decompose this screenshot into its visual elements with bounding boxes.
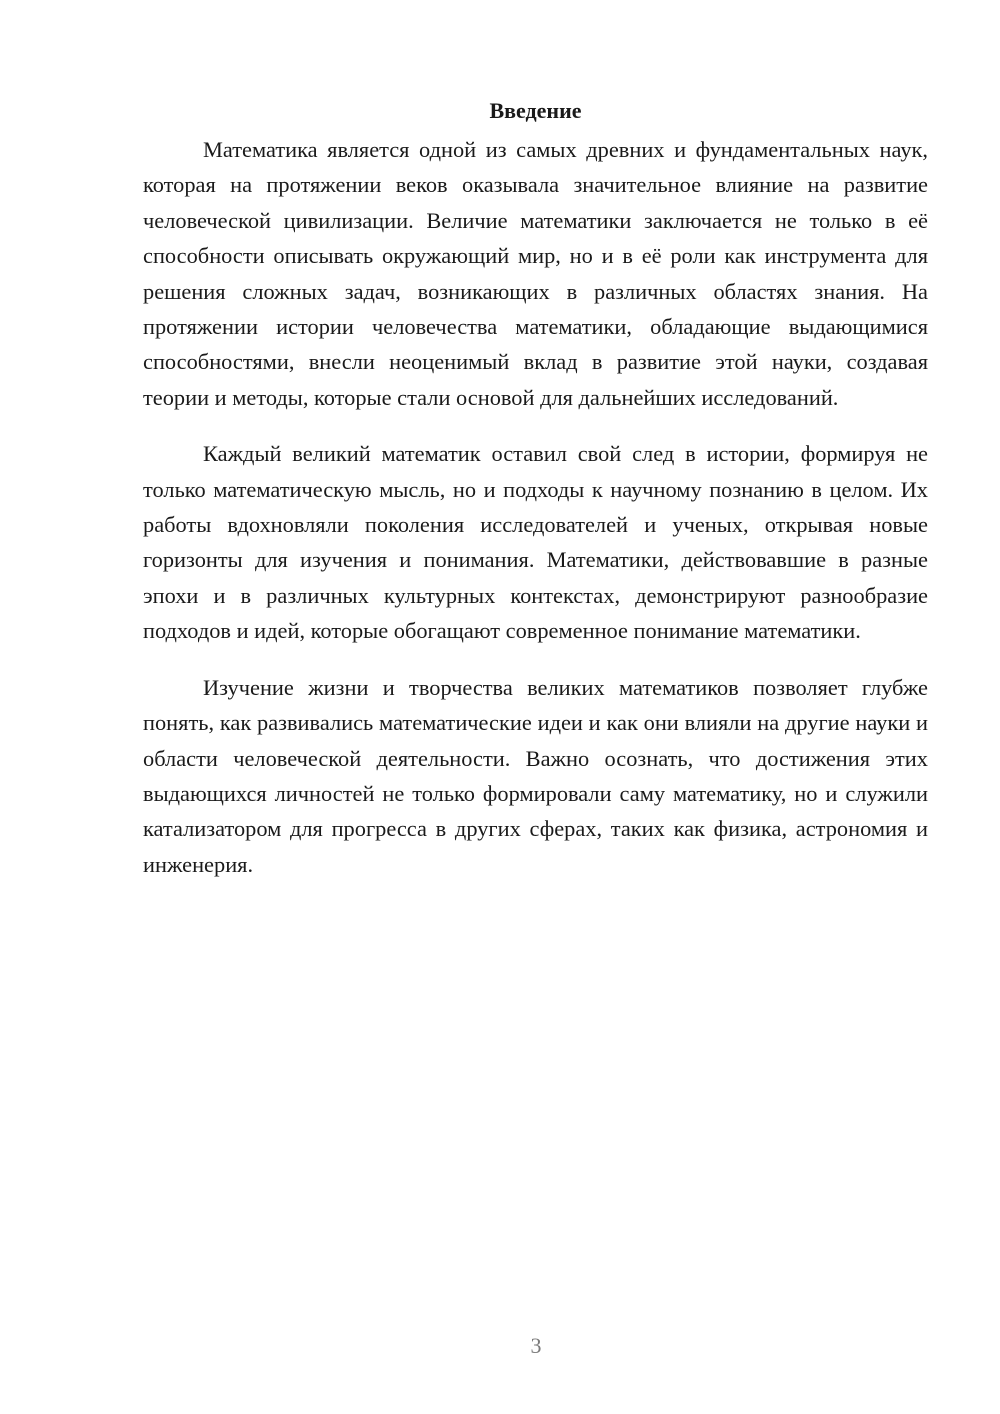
page-number: 3 [530,1333,542,1358]
paragraph-2: Каждый великий математик оставил свой след в истории, формируя не только математическую мысль, но и подходы к научному познанию в целом. Их работы вдохновляли поколения исследователей и ученых, открывая новые горизонты для изучения и понимания. Математики, действовавшие в разные эпохи и в различных культурных контекстах, демонстрируют разнообразие подходов и идей, которые обогащают современное понимание математики. [143,441,928,644]
paragraph-1: Математика является одной из самых древних и фундаментальных наук, которая на протяжении веков оказывала значительное влияние на развитие человеческой цивилизации. Величие математики заключается не только в её способности описывать окружающий мир, но и в её роли как инструмента для решения сложных задач, возникающих в различных областях знания. На протяжении истории человечества математики, обладающие выдающимися способностями, внесли неоценимый вклад в развитие этой науки, создавая теории и методы, которые стали основой для дальнейших исследований. [143,137,928,410]
paragraph-3: Изучение жизни и творчества великих математиков позволяет глубже понять, как развивались математические идеи и как они влияли на другие науки и области человеческой деятельности. Важно осознать, что достижения этих выдающихся личностей не только формировали саму математику, но и служили катализатором для прогресса в других сферах, таких как физика, астрономия и инженерия. [143,674,928,877]
page-content [143,96,928,882]
section-heading: Введение [489,98,582,123]
